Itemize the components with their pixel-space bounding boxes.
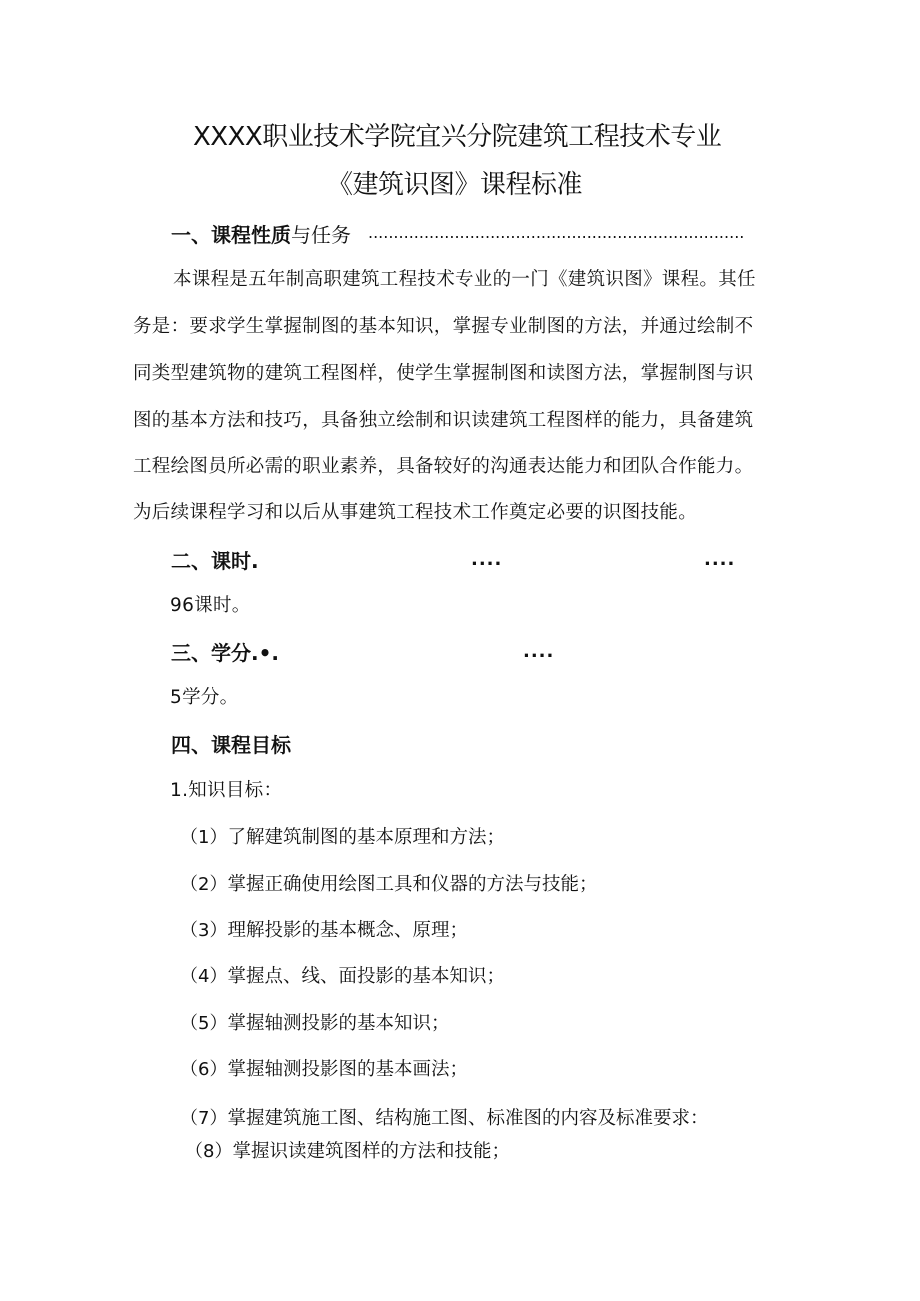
list-item-text: 掌握点、线、面投影的基本知识； xyxy=(227,966,505,987)
paragraph-line: 为后续课程学习和以后从事建筑工程技术工作奠定必要的识图技能。 xyxy=(133,502,698,523)
list-item-text: 掌握轴测投影图的基本画法； xyxy=(227,1059,468,1080)
document-title-line1: XXXX职业技术学院宜兴分院建筑工程技术专业 xyxy=(193,122,722,152)
section2-dots-a: .... xyxy=(471,549,503,570)
section3-value xyxy=(170,689,238,708)
list-item xyxy=(185,1143,510,1162)
list-item-number: （2） xyxy=(180,874,228,895)
list-item xyxy=(180,922,468,941)
list-item xyxy=(180,1015,449,1034)
list-item xyxy=(180,968,505,987)
list-item-number: （5） xyxy=(180,1013,228,1034)
section3-dots-a: .... xyxy=(523,641,555,662)
list-item xyxy=(180,1061,468,1080)
section2-value xyxy=(170,597,251,616)
list-item-text: 掌握识读建筑图样的方法和技能； xyxy=(232,1141,510,1162)
section1-heading xyxy=(171,225,351,245)
section3-value-number: 5 xyxy=(170,687,183,708)
section4-subheading-text: 知识目标： xyxy=(188,780,283,801)
list-item-number: （4） xyxy=(180,966,228,987)
list-item-text: 了解建筑制图的基本原理和方法； xyxy=(227,827,505,848)
list-item-text: 掌握轴测投影的基本知识； xyxy=(227,1013,450,1034)
section2-value-number: 96 xyxy=(170,595,195,616)
list-item xyxy=(180,1110,708,1129)
section1-heading-rest: 与任务 xyxy=(291,223,351,247)
list-item-text: 理解投影的基本概念、原理； xyxy=(227,920,468,941)
list-item-number: （8） xyxy=(185,1141,233,1162)
document-title-line2: 《建筑识图》课程标准 xyxy=(327,170,583,200)
list-item xyxy=(180,876,597,895)
paragraph-line: 图的基本方法和技巧，具备独立绘制和识读建筑工程图样的能力，具备建筑 xyxy=(133,410,754,431)
section4-heading: 四、课程目标 xyxy=(171,733,291,757)
section3-value-unit: 学分。 xyxy=(182,687,239,708)
section4-subheading-number: 1. xyxy=(170,780,189,801)
section4-subheading xyxy=(170,782,282,801)
section2-heading: 二、课时. xyxy=(171,549,259,573)
paragraph-line: 工程绘图员所必需的职业素养，具备较好的沟通表达能力和团队合作能力。 xyxy=(133,456,754,477)
paragraph-line: 同类型建筑物的建筑工程图样，使学生掌握制图和读图方法，掌握制图与识 xyxy=(133,363,754,384)
paragraph-line: 务是：要求学生掌握制图的基本知识，掌握专业制图的方法，并通过绘制不 xyxy=(133,316,754,337)
list-item-text: 掌握正确使用绘图工具和仪器的方法与技能； xyxy=(227,874,598,895)
section1-leader-dots: .......................................................................... xyxy=(368,225,745,241)
list-item-number: （6） xyxy=(180,1059,228,1080)
section3-heading: 三、学分.•. xyxy=(171,641,279,665)
paragraph-line: 本课程是五年制高职建筑工程技术专业的一门《建筑识图》课程。其任 xyxy=(173,269,756,290)
list-item-number: （3） xyxy=(180,920,228,941)
section1-heading-bold: 一、课程性质 xyxy=(171,223,291,247)
list-item xyxy=(180,829,505,848)
list-item-text: 掌握建筑施工图、结构施工图、标准图的内容及标准要求： xyxy=(227,1108,709,1129)
section2-value-unit: 课时。 xyxy=(194,595,251,616)
section2-dots-b: .... xyxy=(704,549,736,570)
list-item-number: （1） xyxy=(180,827,228,848)
list-item-number: （7） xyxy=(180,1108,228,1129)
